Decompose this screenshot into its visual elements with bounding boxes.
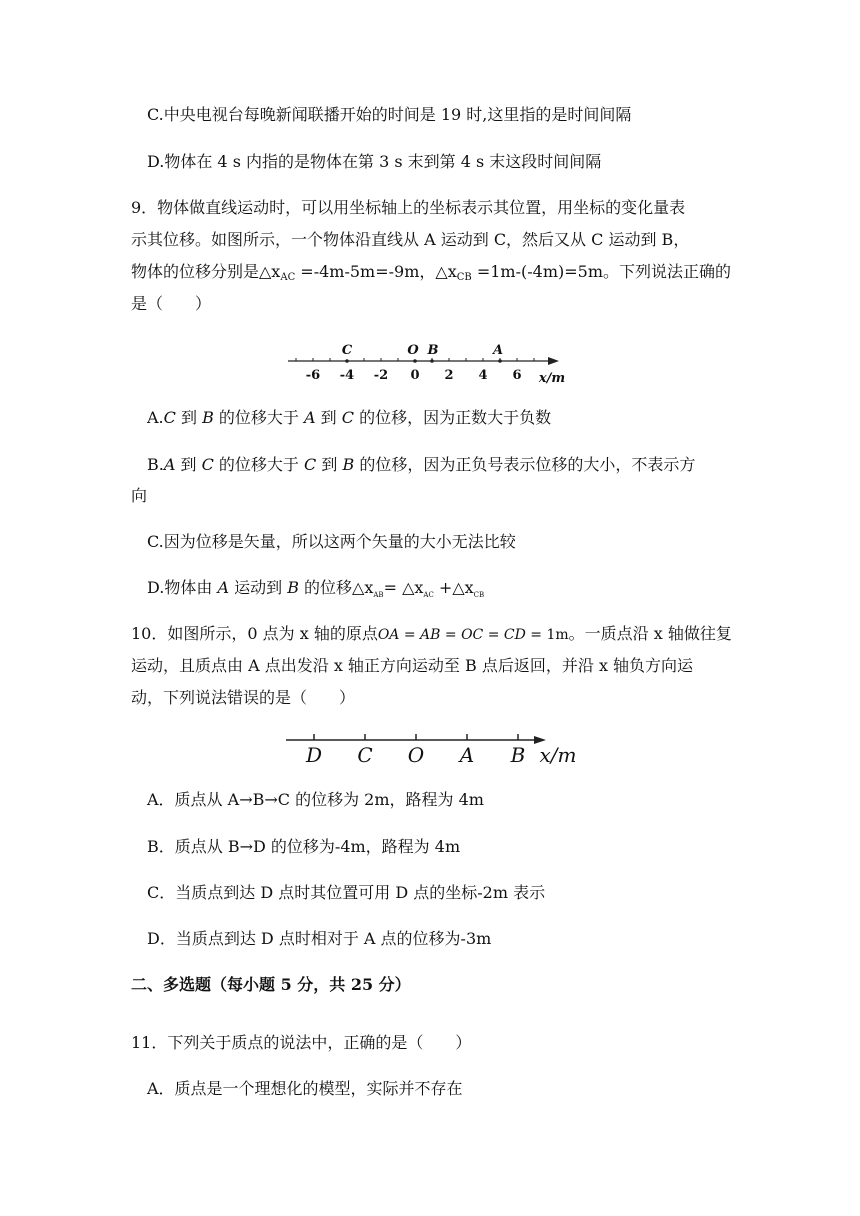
point-label-o: O xyxy=(407,743,425,767)
q8-option-c: C.中央电视台每晚新闻联播开始的时间是 19 时,这里指的是时间间隔 xyxy=(147,105,632,124)
q9-stem-line3: 物体的位移分别是$\triangle x_{AC} =-4m-5m=-9m$，$\triangle x_{CB} =1m-(-4m)=5m$。下列说法正确的 xyxy=(131,262,731,283)
q10-stem-line2: 运动，且质点由 A 点出发沿 x 轴正方向运动至 B 点后返回，并沿 x 轴负方向运 xyxy=(131,656,694,675)
q11-option-a: A．质点是一个理想化的模型，实际并不存在 xyxy=(147,1079,463,1098)
tick-label: 4 xyxy=(478,368,488,383)
q9-number-line-figure xyxy=(284,338,574,384)
point-label-a: A xyxy=(459,743,475,767)
q10-axis-figure xyxy=(284,728,584,770)
subscript-ac: AC xyxy=(280,272,296,283)
axis-label: x/m xyxy=(538,371,566,384)
q9-stem-line4: 是（ ） xyxy=(131,294,212,313)
section-heading: 二、多选题（每小题 5 分，共 25 分） xyxy=(131,975,411,994)
point-label-d: D xyxy=(305,743,323,767)
q10-option-d: D．当质点到达 D 点时相对于 A 点的位移为-3m xyxy=(147,929,492,948)
q10-option-c: C．当质点到达 D 点时其位置可用 D 点的坐标-2m 表示 xyxy=(147,883,546,902)
tick-label: 0 xyxy=(410,368,420,383)
q9-option-b-wrap: 向 xyxy=(131,486,148,505)
q9-stem-line2: 示其位移。如图所示，一个物体沿直线从 A 运动到 C，然后又从 C 运动到 B， xyxy=(131,230,690,249)
tick-label: 6 xyxy=(512,368,522,383)
tick-label: -2 xyxy=(373,368,389,383)
q9-stem-line1: 9．物体做直线运动时，可以用坐标轴上的坐标表示其位置，用坐标的变化量表 xyxy=(131,198,686,217)
point-label-b: B xyxy=(510,743,526,767)
point-label-a: A xyxy=(492,343,504,358)
q9-option-d: D.物体由 A 运动到 B 的位移$\triangle x_{AB}=$ $\triangle x_{AC}$ $+\triangle x_{CB}$ xyxy=(147,578,485,599)
q9-option-c: C.因为位移是矢量，所以这两个矢量的大小无法比较 xyxy=(147,532,516,551)
point-label-c: C xyxy=(357,743,373,767)
point-label-c: C xyxy=(341,343,353,358)
q11-stem: 11．下列关于质点的说法中，正确的是（ ） xyxy=(131,1033,472,1052)
q8-option-d: D.物体在 4 s 内指的是物体在第 3 s 末到第 4 s 末这段时间间隔 xyxy=(147,152,602,171)
tick-label: -6 xyxy=(305,368,321,383)
axis-label: x/m xyxy=(539,743,577,767)
q10-stem-line1: 10．如图所示，0 点为 x 轴的原点OA = AB = OC = CD = 1m。一质点沿 x 轴做往复 xyxy=(131,624,732,643)
tick-label: -4 xyxy=(339,368,355,383)
q10-option-a: A．质点从 A→B→C 的位移为 2m，路程为 4m xyxy=(147,790,484,809)
q9-option-b: B.A 到 C 的位移大于 C 到 B 的位移，因为正负号表示位移的大小，不表示方 xyxy=(147,455,696,474)
q10-option-b: B．质点从 B→D 的位移为-4m，路程为 4m xyxy=(147,837,461,856)
q10-stem-line3: 动，下列说法错误的是（ ） xyxy=(131,688,356,707)
q9-option-a: A.C 到 B 的位移大于 A 到 C 的位移，因为正数大于负数 xyxy=(147,408,552,427)
point-label-o: O xyxy=(407,343,419,358)
q10-equation: OA = AB = OC = CD xyxy=(377,627,526,643)
point-label-b: B xyxy=(427,343,439,358)
tick-label: 2 xyxy=(444,368,454,383)
subscript-cb: CB xyxy=(456,272,472,283)
